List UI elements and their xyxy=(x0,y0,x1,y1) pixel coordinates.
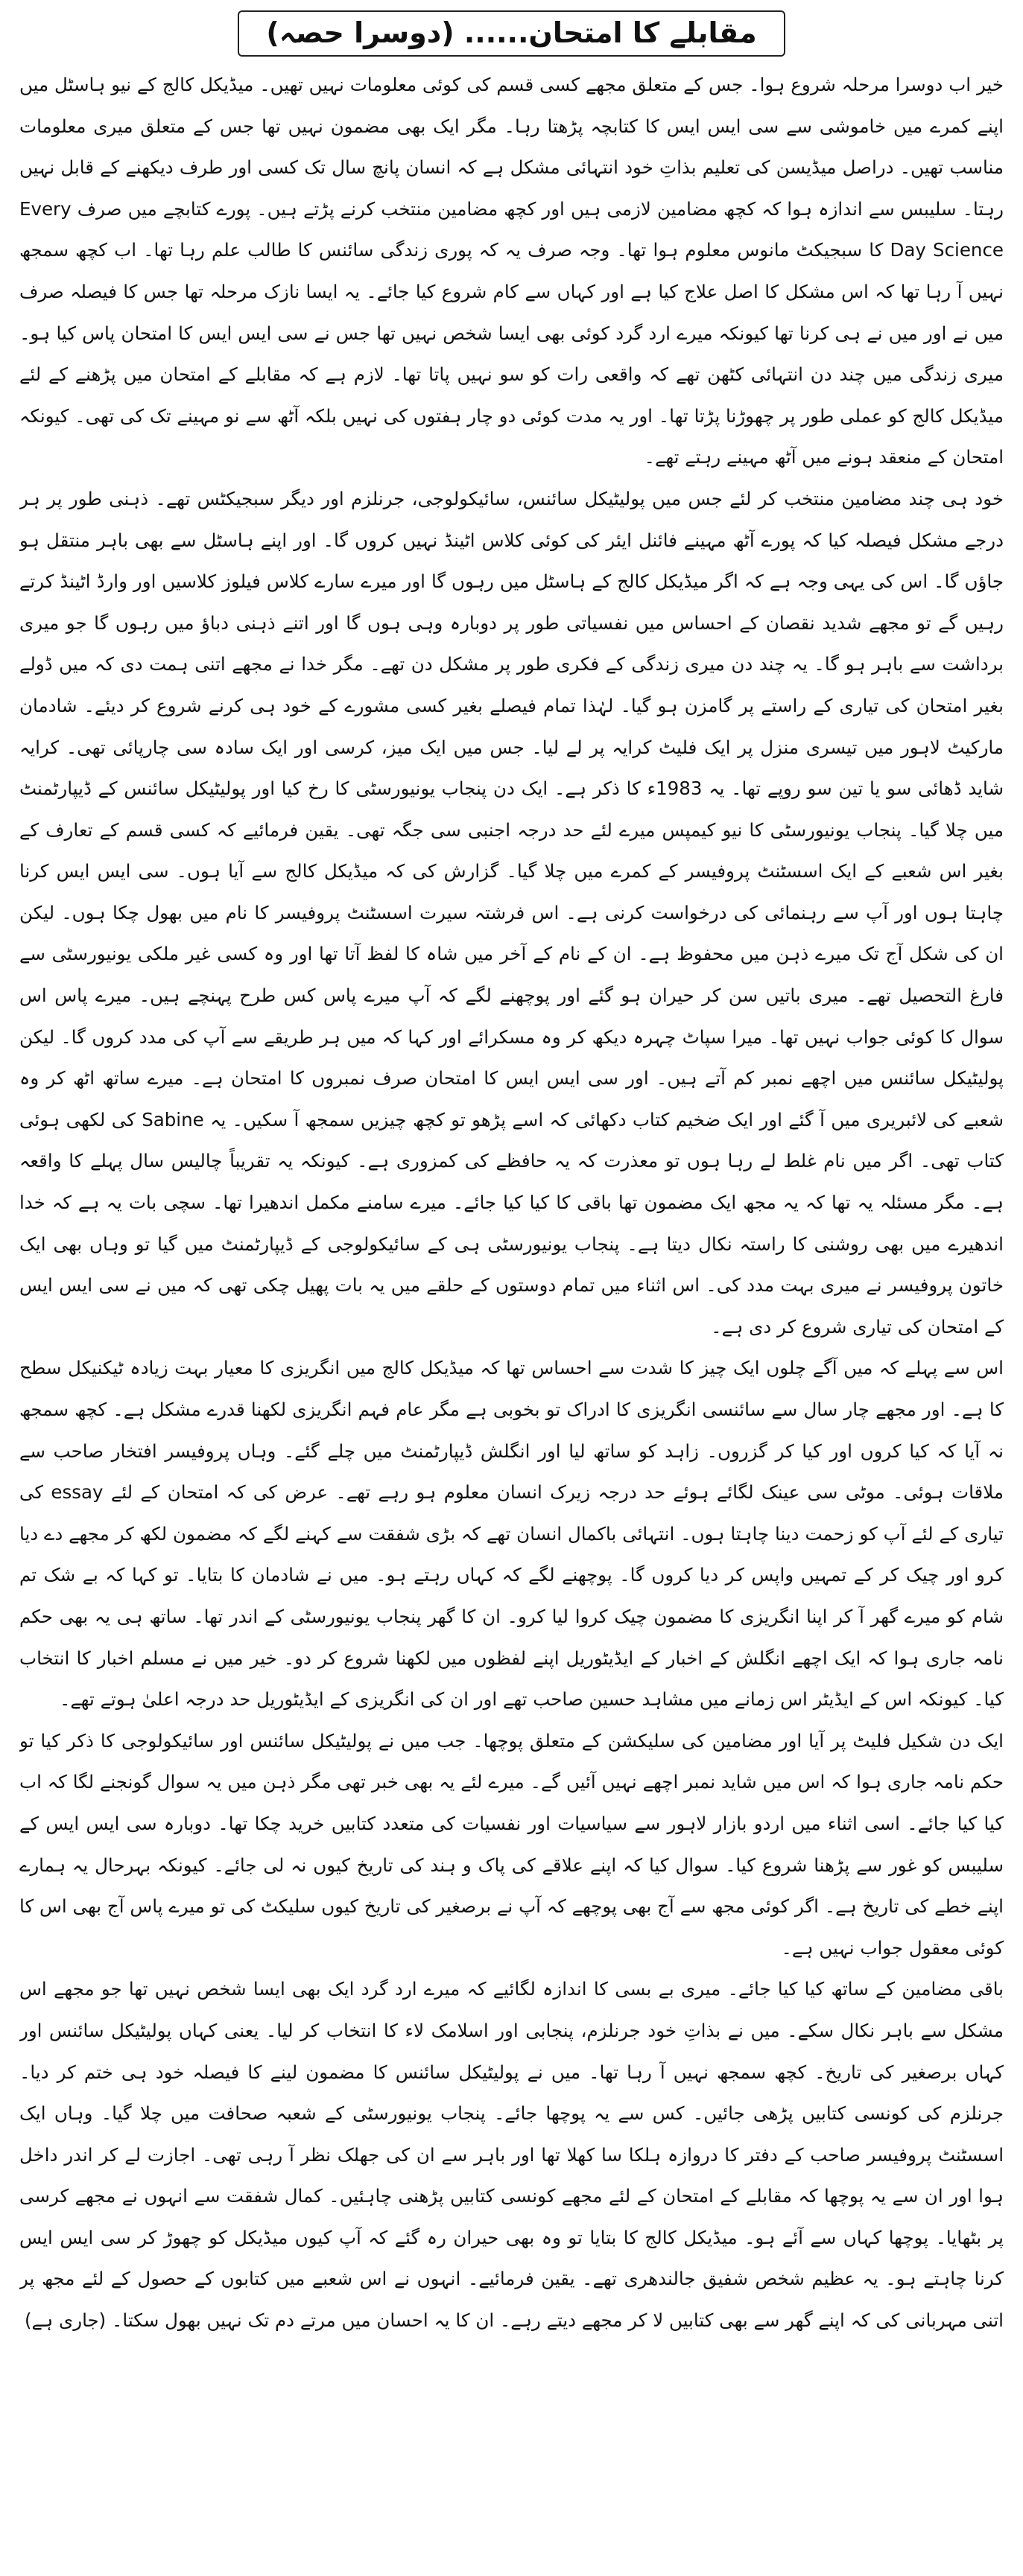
paragraph: خود ہی چند مضامین منتخب کر لئے جس میں پولیٹیکل سائنس، سائیکولوجی، جرنلزم اور دیگر سبجیکٹس تھے۔ ذہنی طور پر ہر درجے مشکل فیصلہ کیا کہ پورے آٹھ مہینے فائنل ایئر کی کوئی کلاس اٹینڈ نہیں کروں گا۔ اور اپنے ہاسٹل سے بھی باہر منتقل ہو جاؤں گا۔ اس کی یہی وجہ ہے کہ اگر میڈیکل کالج کے ہاسٹل میں رہوں گا اور میرے سارے کلاس فیلوز کلاسیں اور وارڈ اٹینڈ کرتے رہیں گے تو مجھے شدید نقصان کے احساس میں نفسیاتی طور پر دوبارہ وہی ہوں گا اور اتنے ذہنی دباؤ میں رہوں گا جو میری برداشت سے باہر ہو گا۔ یہ چند دن میری زندگی کے فکری طور پر مشکل دن تھے۔ مگر خدا نے مجھے اتنی ہمت دی کہ میں ڈولے بغیر امتحان کی تیاری کے راستے پر گامزن ہو گیا۔ لہٰذا تمام فیصلے بغیر کسی مشورے کے خود ہی کرنے شروع کر دیئے۔ شادمان مارکیٹ لاہور میں تیسری منزل پر ایک فلیٹ کرایہ پر لے لیا۔ جس میں ایک میز، کرسی اور ایک سادہ سی چارپائی تھی۔ کرایہ شاید ڈھائی سو یا تین سو روپے تھا۔ یہ 1983ء کا ذکر ہے۔ ایک دن پنجاب یونیورسٹی کا رخ کیا اور پولیٹیکل سائنس کے ڈیپارٹمنٹ میں چلا گیا۔ پنجاب یونیورسٹی کا نیو کیمپس میرے لئے حد درجہ اجنبی سی جگہ تھی۔ یقین فرمائیے کہ کسی قسم کے تعارف کے بغیر اس شعبے کے ایک اسسٹنٹ پروفیسر کے کمرے میں چلا گیا۔ گزارش کی کہ میڈیکل کالج سے آیا ہوں۔ سی ایس ایس کرنا چاہتا ہوں اور آپ سے رہنمائی کی درخواست کرنی ہے۔ اس فرشتہ سیرت اسسٹنٹ پروفیسر کا نام میں بھول چکا ہوں۔ لیکن ان کی شکل آج تک میرے ذہن میں محفوظ ہے۔ ان کے نام کے آخر میں شاہ کا لفظ آتا تھا اور وہ کسی غیر ملکی یونیورسٹی سے فارغ التحصیل تھے۔ میری باتیں سن کر حیران ہو گئے اور پوچھنے لگے کہ آپ میرے پاس کس طرح پہنچے ہیں۔ میرے پاس اس سوال کا کوئی جواب نہیں تھا۔ میرا سپاٹ چہرہ دیکھ کر وہ مسکرائے اور کہا کہ میں ہر طریقے سے آپ کی مدد کروں گا۔ لیکن پولیٹیکل سائنس میں اچھے نمبر کم آتے ہیں۔ اور سی ایس ایس کا امتحان صرف نمبروں کا امتحان ہے۔ میرے ساتھ اٹھ کر وہ شعبے کی لائبریری میں آ گئے اور ایک ضخیم کتاب دکھائی کہ اسے پڑھو تو کچھ چیزیں سمجھ آ سکیں۔ یہ Sabine کی لکھی ہوئی کتاب تھی۔ اگر میں نام غلط لے رہا ہوں تو معذرت کہ یہ حافظے کی کمزوری ہے۔ کیونکہ یہ تقریباً چالیس سال پہلے کا واقعہ ہے۔ مگر مسئلہ یہ تھا کہ یہ مجھ ایک مضمون تھا باقی کا کیا کیا جائے۔ میرے سامنے مکمل اندھیرا تھا۔ سچی بات یہ ہے کہ خدا اندھیرے میں بھی روشنی کا راستہ نکال دیتا ہے۔ پنجاب یونیورسٹی ہی کے سائیکولوجی کے ڈیپارٹمنٹ میں گیا تو وہاں بھی ایک خاتون پروفیسر نے میری بہت مدد کی۔ اس اثناء میں تمام دوستوں کے حلقے میں یہ بات پھیل چکی تھی کہ میں نے سی ایس ایس کے امتحان کی تیاری شروع کر دی ہے۔ xyxy=(19,487,1004,1338)
paragraph: ایک دن شکیل فلیٹ پر آیا اور مضامین کی سلیکشن کے متعلق پوچھا۔ جب میں نے پولیٹیکل سائنس اور سائیکولوجی کا ذکر کیا تو حکم نامہ جاری ہوا کہ اس میں شاید نمبر اچھے نہیں آئیں گے۔ میرے لئے یہ بھی خبر تھی مگر ذہن میں یہ سوال گونجنے لگا کہ اب کیا کیا جائے۔ اسی اثناء میں اردو بازار لاہور سے سیاسیات اور نفسیات کی متعدد کتابیں خرید چکا تھا۔ دوبارہ سی ایس ایس کے سلیبس کو غور سے پڑھنا شروع کیا۔ سوال کیا کہ اپنے علاقے کی پاک و ہند کی تاریخ کیوں نہ لی جائے۔ کیونکہ بہرحال یہ ہمارے اپنے خطے کی تاریخ ہے۔ اگر کوئی مجھ سے آج بھی پوچھے کہ آپ نے برصغیر کی تاریخ کیوں سلیکٹ کی تو میرے پاس آج بھی اس کا کوئی معقول جواب نہیں ہے۔ xyxy=(19,1729,1004,1959)
title-area xyxy=(19,10,1004,60)
article-body xyxy=(19,64,1004,2566)
article-title: مقابلے کا امتحان...... (دوسرا حصہ) xyxy=(238,10,785,57)
paragraph: باقی مضامین کے ساتھ کیا کیا جائے۔ میری بے بسی کا اندازہ لگائیے کہ میرے ارد گرد ایک بھی ایسا شخص نہیں تھا جو مجھے اس مشکل سے باہر نکال سکے۔ میں نے بذاتِ خود جرنلزم، پنجابی اور اسلامک لاء کا انتخاب کر لیا۔ یعنی کہاں پولیٹیکل سائنس اور کہاں برصغیر کی تاریخ۔ کچھ سمجھ نہیں آ رہا تھا۔ میں نے پولیٹیکل سائنس کا مضمون لینے کا فیصلہ خود ہی ختم کر دیا۔ جرنلزم کی کونسی کتابیں پڑھی جائیں۔ کس سے یہ پوچھا جائے۔ پنجاب یونیورسٹی کے شعبہ صحافت میں چلا گیا۔ وہاں ایک اسسٹنٹ پروفیسر صاحب کے دفتر کا دروازہ ہلکا سا کھلا تھا اور باہر سے ان کی جھلک نظر آ رہی تھی۔ اجازت لے کر اندر داخل ہوا اور ان سے یہ پوچھا کہ مقابلے کے امتحان کے لئے مجھے کونسی کتابیں پڑھنی چاہئیں۔ کمال شفقت سے انہوں نے مجھے کرسی پر بٹھایا۔ پوچھا کہاں سے آئے ہو۔ میڈیکل کالج کا بتایا تو وہ بھی حیران رہ گئے کہ آپ کیوں میڈیکل کو چھوڑ کر سی ایس ایس کرنا چاہتے ہو۔ یہ عظیم شخص شفیق جالندھری تھے۔ یقین فرمائیے۔ انہوں نے اس شعبے میں کتابوں کے حصول کے لئے مجھ پر اتنی مہربانی کی کہ اپنے گھر سے بھی کتابیں لا کر مجھے دیتے رہے۔ ان کا یہ احسان میں مرتے دم تک نہیں بھول سکتا۔ (جاری ہے) xyxy=(19,1978,1004,2332)
paragraph: خیر اب دوسرا مرحلہ شروع ہوا۔ جس کے متعلق مجھے کسی قسم کی کوئی معلومات نہیں تھیں۔ میڈیکل کالج کے نیو ہاسٹل میں اپنے کمرے میں خاموشی سے سی ایس ایس کا کتابچہ پڑھتا رہا۔ مگر ایک بھی مضمون نہیں تھا جس کے متعلق میری معلومات مناسب تھیں۔ دراصل میڈیسن کی تعلیم بذاتِ خود انتہائی مشکل ہے کہ انسان پانچ سال تک کسی اور طرف دیکھنے کے قابل نہیں رہتا۔ سلیبس سے اندازہ ہوا کہ کچھ مضامین لازمی ہیں اور کچھ مضامین منتخب کرنے پڑتے ہیں۔ پورے کتابچے میں صرف Every Day Science کا سبجیکٹ مانوس معلوم ہوا تھا۔ وجہ صرف یہ کہ پوری زندگی سائنس کا طالب علم رہا تھا۔ اب کچھ سمجھ نہیں آ رہا تھا کہ اس مشکل کا اصل علاج کیا ہے اور کہاں سے کام شروع کیا جائے۔ یہ ایسا نازک مرحلہ تھا جس کا فیصلہ صرف میں نے اور میں نے ہی کرنا تھا کیونکہ میرے ارد گرد کوئی بھی ایسا شخص نہیں تھا جس نے سی ایس ایس کا امتحان پاس کیا ہو۔ میری زندگی میں چند دن انتہائی کٹھن تھے کہ واقعی رات کو سو نہیں پاتا تھا۔ لازم ہے کہ مقابلے کے امتحان میں پڑھنے کے لئے میڈیکل کالج کو عملی طور پر چھوڑنا پڑتا تھا۔ اور یہ مدت کوئی دو چار ہفتوں کی نہیں بلکہ آٹھ سے نو مہینے تک کی تھی۔ کیونکہ امتحان کے منعقد ہونے میں آٹھ مہینے رہتے تھے۔ xyxy=(19,74,1004,468)
paragraph: اس سے پہلے کہ میں آگے چلوں ایک چیز کا شدت سے احساس تھا کہ میڈیکل کالج میں انگریزی کا معیار بہت زیادہ ٹیکنیکل سطح کا ہے۔ اور مجھے چار سال سے سائنسی انگریزی کا ادراک تو بخوبی ہے مگر عام فہم انگریزی لکھنا قدرے مشکل ہے۔ کچھ سمجھ نہ آیا کہ کیا کروں اور کیا کر گزروں۔ زاہد کو ساتھ لیا اور انگلش ڈیپارٹمنٹ میں چلے گئے۔ وہاں پروفیسر افتخار صاحب سے ملاقات ہوئی۔ موٹی سی عینک لگائے ہوئے حد درجہ زیرک انسان معلوم ہو رہے تھے۔ عرض کی کہ امتحان کے لئے essay کی تیاری کے لئے آپ کو زحمت دینا چاہتا ہوں۔ انتہائی باکمال انسان تھے کہ بڑی شفقت سے کہنے لگے کہ مضمون لکھ کر مجھے دے دیا کرو اور چیک کر کے تمہیں واپس کر دیا کروں گا۔ پوچھنے لگے کہ کہاں رہتے ہو۔ میں نے شادمان کا بتایا۔ تو کہا کہ بے شک تم شام کو میرے گھر آ کر اپنا انگریزی کا مضمون چیک کروا لیا کرو۔ ان کا گھر پنجاب یونیورسٹی کے اندر تھا۔ ساتھ ہی یہ بھی حکم نامہ جاری ہوا کہ ایک اچھے انگلش کے اخبار کے ایڈیٹوریل اپنے لفظوں میں لکھنا شروع کر دو۔ خیر میں نے مسلم اخبار کا انتخاب کیا۔ کیونکہ اس کے ایڈیٹر اس زمانے میں مشاہد حسین صاحب تھے اور ان کی انگریزی کے ایڈیٹوریل حد درجہ اعلیٰ ہوتے تھے۔ xyxy=(19,1357,1004,1711)
